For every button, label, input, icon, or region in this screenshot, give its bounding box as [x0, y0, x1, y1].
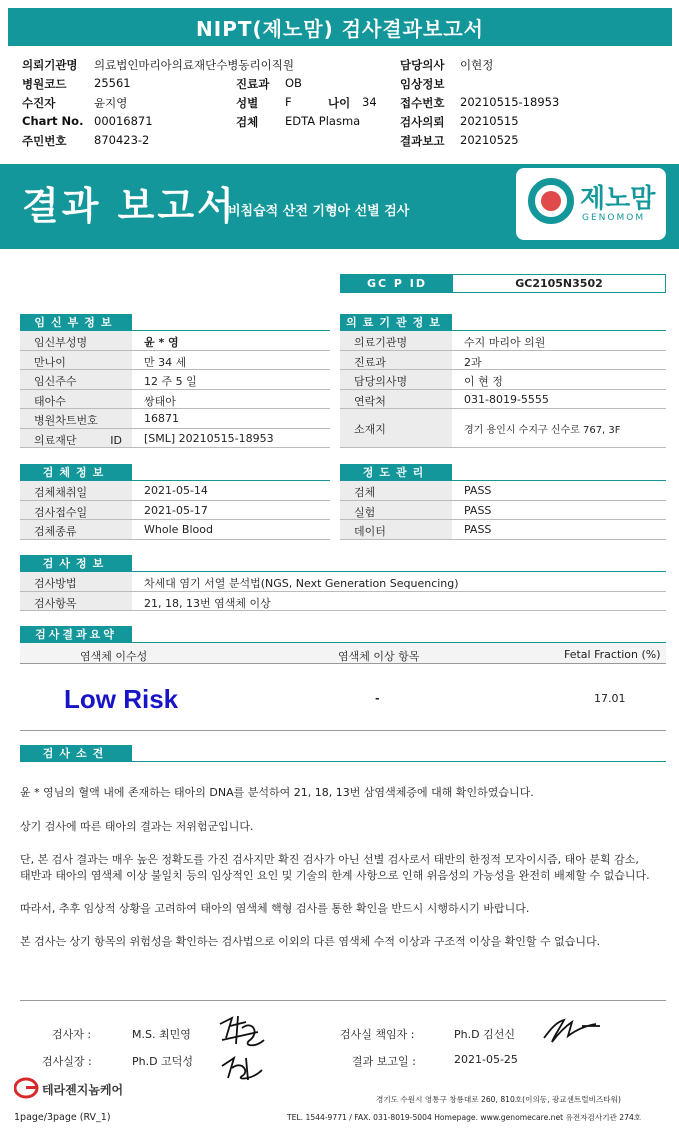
table-row — [20, 429, 330, 449]
report-date-label: 결과 보고일 : — [352, 1055, 416, 1068]
summary-table-header — [20, 642, 666, 664]
row-value: PASS — [464, 523, 492, 536]
company-logo-icon — [14, 1077, 40, 1099]
summary-col-fraction: Fetal Fraction (%) — [564, 648, 661, 661]
logo-subtext: GENOMOM — [582, 213, 646, 223]
section-header-qc: 정도관리 — [340, 464, 452, 480]
fetal-fraction-value: 17.01 — [594, 692, 626, 705]
summary-divider — [20, 730, 666, 731]
table-row — [340, 501, 666, 521]
finding-paragraph: 태반과 태아의 염색체 이상 불일치 등의 임상적인 요인 및 기술의 한계 사항으로 인해 위음성의 가능성을 완전히 배제할 수 없습니다. — [20, 869, 650, 882]
row-label: 실험 — [340, 501, 452, 520]
report-title: NIPT(제노맘) 검사결과보고서 — [8, 8, 672, 46]
header-value: 의료법인마리아의료재단수병동리이직원 — [94, 58, 294, 72]
page-number: 1page/3page (RV_1) — [14, 1112, 111, 1123]
header-label: 임상정보 — [400, 77, 445, 91]
row-value: 2과 — [464, 355, 482, 369]
table-row — [20, 331, 330, 351]
risk-result: Low Risk — [64, 684, 179, 714]
table-row — [20, 520, 330, 540]
row-label: 진료과 — [340, 351, 452, 370]
table-row — [20, 409, 330, 429]
signature-divider — [20, 1000, 666, 1001]
header-label: 의뢰기관명 — [22, 58, 78, 72]
header-label: 담당의사 — [400, 58, 445, 72]
header-value: 20210515 — [460, 114, 519, 128]
table-row — [20, 572, 666, 592]
header-label: 진료과 — [236, 77, 270, 91]
header-value: 윤지영 — [94, 96, 128, 110]
row-label: 연락처 — [340, 390, 452, 409]
row-label: 임신주수 — [20, 370, 132, 389]
row-label: 만나이 — [20, 351, 132, 370]
section-header-test: 검사정보 — [20, 555, 132, 571]
gcp-id-label: GC P ID — [341, 275, 453, 292]
row-label: 검체채취일 — [20, 481, 132, 500]
header-label: 주민번호 — [22, 134, 67, 148]
finding-paragraph: 단, 본 검사 결과는 매우 높은 정확도를 가진 검사지만 확진 검사가 아닌 선별 검사로서 태반의 한정적 모자이시즘, 태아 분획 감소, — [20, 853, 639, 866]
header-label: 나이 — [328, 96, 351, 110]
header-value: 34 — [362, 95, 377, 109]
row-label: 검사방법 — [20, 572, 132, 591]
row-label: 의료기관명 — [340, 331, 452, 350]
row-value: 16871 — [144, 412, 179, 425]
summary-item-value: - — [375, 692, 380, 705]
header-label: 검사의뢰 — [400, 115, 445, 129]
row-value: PASS — [464, 503, 492, 517]
table-row — [20, 390, 330, 410]
row-value: 차세대 염기 서열 분석법(NGS, Next Generation Sequencing) — [144, 577, 459, 590]
header-value: EDTA Plasma — [285, 114, 361, 128]
director-label: 검사실장 : — [42, 1055, 92, 1068]
row-label: 검체 — [340, 481, 452, 500]
finding-paragraph: 본 검사는 상기 항목의 위험성을 확인하는 검사법으로 이외의 다른 염색체 수적 이상과 구조적 이상을 확인할 수 없습니다. — [20, 935, 601, 948]
row-value: 2021-05-14 — [144, 484, 208, 497]
table-row — [340, 351, 666, 371]
gcp-id-bar — [340, 274, 666, 293]
manager-label: 검사실 책임자 : — [340, 1028, 415, 1041]
table-row — [340, 481, 666, 501]
header-label: 접수번호 — [400, 96, 445, 110]
row-value: 윤 * 영 — [144, 336, 179, 349]
section-header-findings: 검사소견 — [20, 745, 132, 761]
row-label: 태아수 — [20, 390, 132, 409]
table-row — [340, 409, 666, 448]
summary-col-item: 염색체 이상 항목 — [338, 650, 420, 663]
table-row — [20, 351, 330, 371]
table-row — [20, 501, 330, 521]
header-label: Chart No. — [22, 114, 84, 128]
header-value: F — [285, 95, 292, 109]
banner-title: 결과 보고서 — [22, 184, 237, 228]
row-label: 병원차트번호 — [20, 409, 132, 428]
row-label: 담당의사명 — [340, 370, 452, 389]
row-value: 2021-05-17 — [144, 503, 208, 517]
table-row — [340, 370, 666, 390]
header-value: 25561 — [94, 76, 131, 90]
section-header-specimen: 검체정보 — [20, 464, 132, 480]
manager-name: Ph.D 김선신 — [454, 1028, 515, 1041]
header-value: 870423-2 — [94, 133, 150, 147]
row-label: 검사접수일 — [20, 501, 132, 520]
header-label: 성별 — [236, 96, 259, 110]
table-row — [340, 390, 666, 410]
director-name: Ph.D 고덕성 — [132, 1055, 193, 1068]
header-info — [0, 0, 679, 160]
finding-paragraph: 따라서, 추후 임상적 상황을 고려하여 태아의 염색체 핵형 검사를 통한 확인을 반드시 시행하시기 바랍니다. — [20, 902, 530, 915]
table-row — [20, 370, 330, 390]
qc-table — [340, 481, 666, 540]
header-label: 검체 — [236, 115, 259, 129]
row-value: 12 주 5 일 — [144, 375, 197, 388]
row-label: 데이터 — [340, 520, 452, 539]
finding-paragraph: 윤 * 영님의 혈액 내에 존재하는 태아의 DNA를 분석하여 21, 18, 13번 삼염색체증에 대해 확인하였습니다. — [20, 786, 534, 799]
row-label: 의료재단 ID — [20, 429, 132, 448]
header-value: 20210525 — [460, 133, 519, 147]
company-address: 경기도 수원시 영통구 창룡대로 260, 810호(이의동, 광교센트럴비즈타워) — [376, 1095, 621, 1104]
row-label: 검사항목 — [20, 592, 132, 611]
logo-dot-icon — [541, 191, 561, 211]
section-header-pregnant: 임신부정보 — [20, 314, 132, 330]
test-table — [20, 572, 666, 611]
row-label: 임신부성명 — [20, 331, 132, 350]
header-value: OB — [285, 76, 302, 90]
report-date: 2021-05-25 — [454, 1053, 518, 1066]
header-value: 00016871 — [94, 114, 153, 128]
summary-col-aneuploidy: 염색체 이수성 — [80, 650, 148, 663]
row-value: 21, 18, 13번 염색체 이상 — [144, 596, 271, 610]
tester-signature — [212, 1010, 272, 1084]
row-label: 검체종류 — [20, 520, 132, 539]
section-header-summary: 검사결과요약 — [20, 626, 132, 642]
banner-subtitle: 비침습적 산전 기형아 선별 검사 — [228, 204, 410, 219]
row-value: 수지 마리아 의원 — [464, 336, 546, 349]
header-value: 20210515-18953 — [460, 95, 560, 109]
pregnant-table — [20, 331, 330, 448]
row-value: [SML] 20210515-18953 — [144, 431, 274, 445]
row-value: 쌍태아 — [144, 394, 176, 408]
company-name: 테라젠지놈케어 — [42, 1083, 124, 1097]
row-value: 경기 용인시 수지구 신수로 767, 3F — [464, 425, 621, 436]
company-contact: TEL. 1544-9771 / FAX. 031-8019-5004 Homepage. www.genomecare.net 유전자검사기관 274호 — [287, 1113, 642, 1122]
header-label: 병원코드 — [22, 77, 67, 91]
row-value: Whole Blood — [144, 523, 213, 536]
header-label: 수진자 — [22, 96, 56, 110]
section-header-institution: 의료기관정보 — [340, 314, 452, 330]
table-row — [340, 520, 666, 540]
tester-name: M.S. 최민영 — [132, 1028, 191, 1041]
header-value: 이현정 — [460, 58, 494, 72]
row-value: 031-8019-5555 — [464, 392, 549, 406]
row-value: 이 현 정 — [464, 375, 503, 388]
table-row — [20, 592, 666, 612]
row-label: 소재지 — [340, 409, 452, 447]
specimen-table — [20, 481, 330, 540]
tester-label: 검사자 : — [52, 1028, 92, 1041]
row-value: 만 34 세 — [144, 355, 187, 369]
section-divider — [20, 761, 666, 762]
institution-table — [340, 331, 666, 448]
row-value: PASS — [464, 484, 492, 497]
logo-text: 제노맘 — [580, 184, 656, 214]
finding-paragraph: 상기 검사에 따른 태아의 결과는 저위험군입니다. — [20, 820, 254, 833]
manager-signature — [540, 1012, 606, 1048]
table-row — [340, 331, 666, 351]
table-row — [20, 481, 330, 501]
header-label: 결과보고 — [400, 134, 445, 148]
gcp-id-value: GC2105N3502 — [515, 277, 603, 290]
